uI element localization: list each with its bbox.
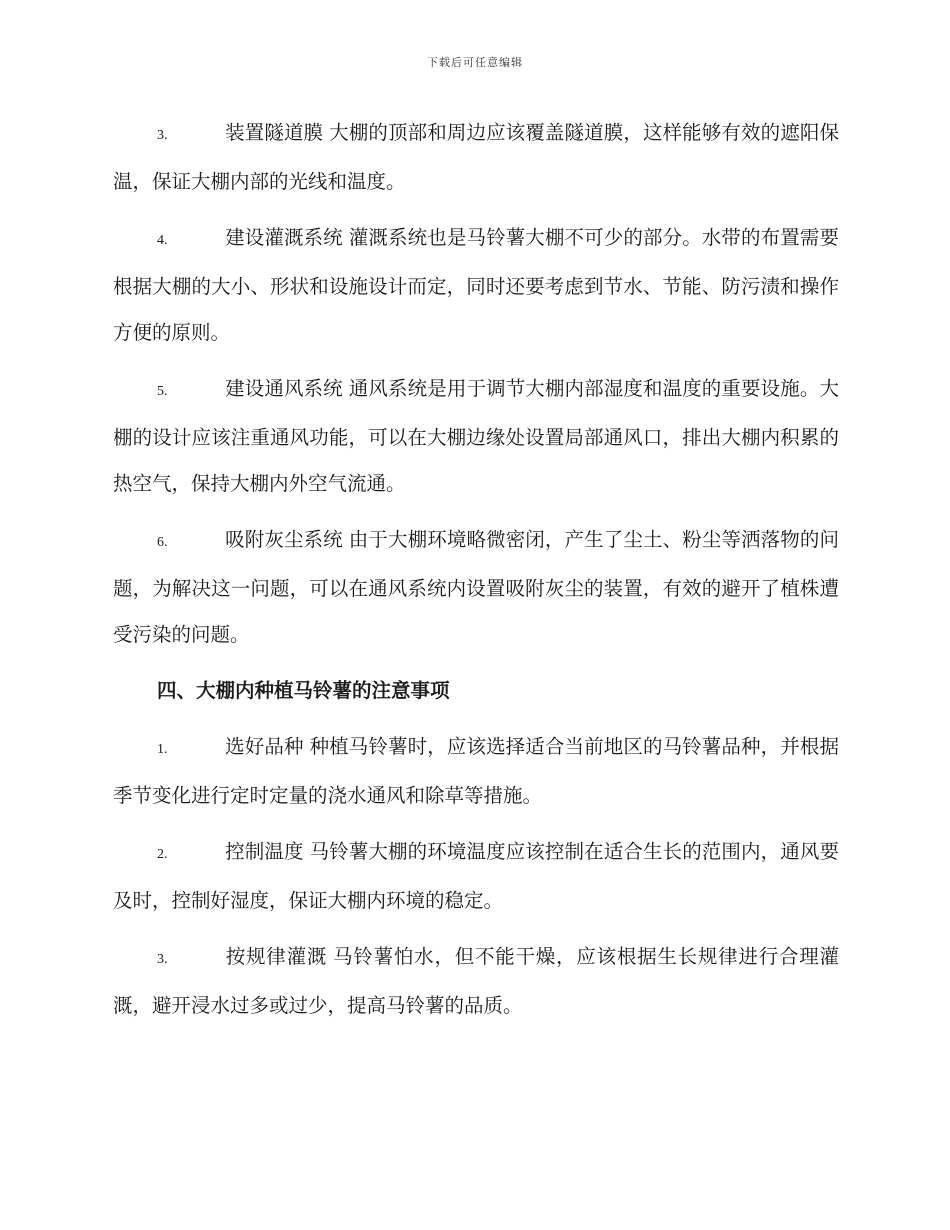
document-body xyxy=(113,110,839,1039)
list-item xyxy=(113,110,839,205)
item-title: 吸附灰尘系统 xyxy=(225,528,343,551)
item-body: 灌溉系统也是马铃薯大棚不可少的部分。水带的布置需要根据大棚的大小、形状和设施设计而定，同时还要考虑到节水、节能、防污渍和操作方便的原则。 xyxy=(113,226,839,344)
item-body: 马铃薯怕水，但不能干燥，应该根据生长规律进行合理灌溉，避开浸水过多或过少，提高马铃薯的品质。 xyxy=(113,945,839,1017)
item-title: 建设通风系统 xyxy=(225,377,343,400)
item-number: 6. xyxy=(157,535,168,550)
item-number: 5. xyxy=(157,384,168,399)
section-heading: 四、大棚内种植马铃薯的注意事项 xyxy=(157,679,450,702)
page-header: 下载后可任意编辑 xyxy=(427,56,523,69)
item-number: 4. xyxy=(157,233,168,248)
item-title: 按规律灌溉 xyxy=(225,945,328,968)
list-item xyxy=(113,215,839,356)
item-body: 大棚的顶部和周边应该覆盖隧道膜，这样能够有效的遮阳保温，保证大棚内部的光线和温度。 xyxy=(113,121,839,193)
list-item xyxy=(113,724,839,819)
list-item xyxy=(113,934,839,1029)
item-number: 3. xyxy=(157,952,168,967)
list-item xyxy=(113,366,839,507)
item-body: 马铃薯大棚的环境温度应该控制在适合生长的范围内，通风要及时，控制好湿度，保证大棚内环境的稳定。 xyxy=(113,840,839,912)
item-number: 3. xyxy=(157,128,168,143)
item-body: 种植马铃薯时，应该选择适合当前地区的马铃薯品种，并根据季节变化进行定时定量的浇水通风和除草等措施。 xyxy=(113,735,839,807)
item-title: 建设灌溉系统 xyxy=(225,226,343,249)
item-title: 选好品种 xyxy=(225,735,304,758)
item-body: 通风系统是用于调节大棚内部湿度和温度的重要设施。大棚的设计应该注重通风功能，可以在大棚边缘处设置局部通风口，排出大棚内积累的热空气，保持大棚内外空气流通。 xyxy=(113,377,839,495)
item-title: 控制温度 xyxy=(225,840,304,863)
list-item xyxy=(113,517,839,658)
item-body: 由于大棚环境略微密闭，产生了尘土、粉尘等洒落物的问题，为解决这一问题，可以在通风系统内设置吸附灰尘的装置，有效的避开了植株遭受污染的问题。 xyxy=(113,528,839,646)
item-title: 装置隧道膜 xyxy=(225,121,324,144)
item-number: 1. xyxy=(157,742,168,757)
item-number: 2. xyxy=(157,847,168,862)
list-item xyxy=(113,829,839,924)
